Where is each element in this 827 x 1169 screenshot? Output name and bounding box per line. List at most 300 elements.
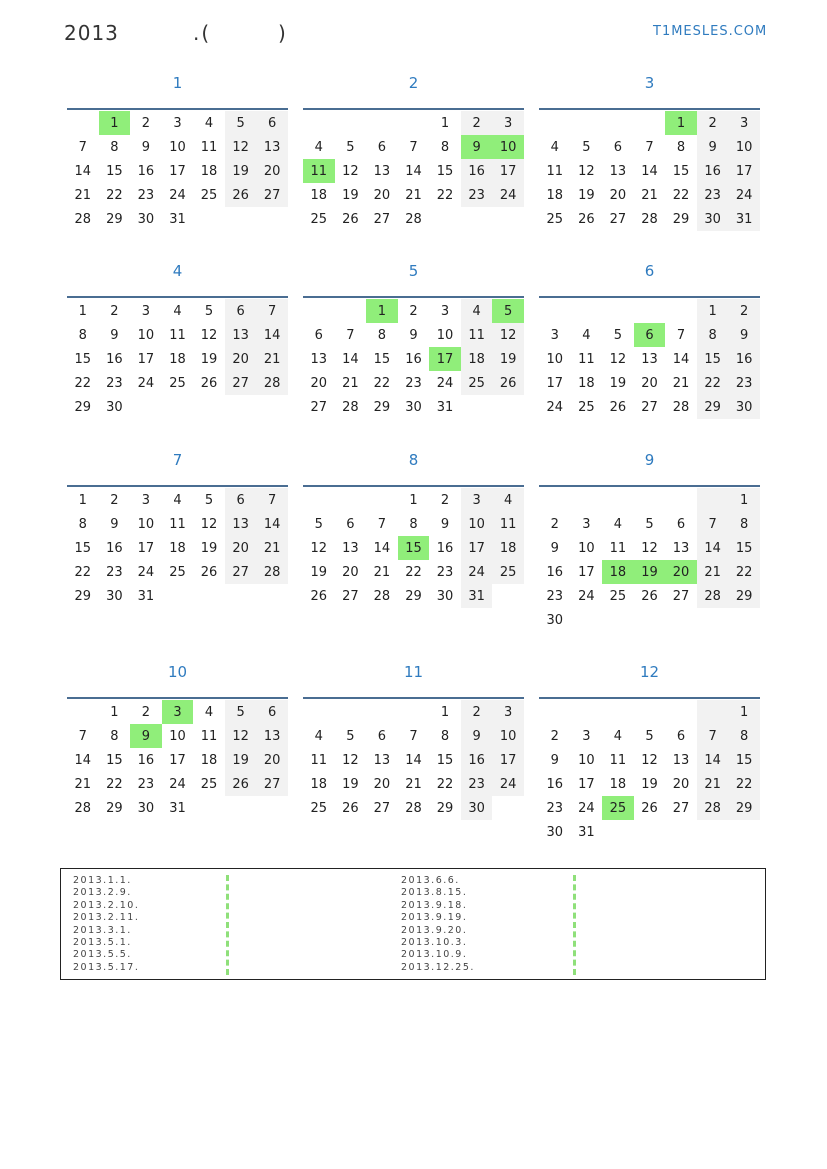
day-empty bbox=[303, 488, 335, 512]
day-cell: 17 bbox=[137, 351, 155, 367]
day-cell: 8 bbox=[78, 327, 87, 343]
legend-date: 2013.5.1. bbox=[73, 936, 132, 948]
day-cell: 12 bbox=[342, 752, 359, 768]
day-cell: 22 bbox=[405, 564, 422, 580]
day-cell: 24 bbox=[169, 776, 186, 792]
day-cell: 4 bbox=[492, 488, 524, 512]
month-grid bbox=[539, 111, 760, 231]
day-cell: 25 bbox=[310, 800, 328, 816]
day-cell: 7 bbox=[78, 139, 87, 155]
day-cell: 24 bbox=[169, 187, 186, 203]
day-cell: 30 bbox=[697, 207, 729, 231]
day-cell: 30 bbox=[106, 399, 123, 415]
day-cell: 15 bbox=[728, 536, 760, 560]
day-cell: 19 bbox=[200, 351, 218, 367]
month-grid bbox=[303, 488, 524, 608]
legend-date: 2013.3.1. bbox=[73, 924, 132, 936]
day-cell: 7 bbox=[645, 139, 654, 155]
day-cell: 29 bbox=[672, 211, 690, 227]
day-cell: 28 bbox=[405, 800, 422, 816]
day-cell: 21 bbox=[641, 187, 658, 203]
day-cell: 23 bbox=[461, 772, 493, 796]
day-cell: 1 bbox=[697, 299, 729, 323]
day-cell: 23 bbox=[436, 564, 454, 580]
day-cell: 10 bbox=[546, 351, 564, 367]
day-cell: 27 bbox=[342, 588, 359, 604]
day-cell: 2 bbox=[461, 111, 493, 135]
day-cell: 26 bbox=[609, 399, 627, 415]
day-cell: 13 bbox=[256, 135, 288, 159]
day-cell: 21 bbox=[697, 560, 729, 584]
day-cell: 8 bbox=[110, 139, 119, 155]
holiday-day: 15 bbox=[398, 536, 430, 560]
day-cell: 20 bbox=[342, 564, 359, 580]
day-cell: 3 bbox=[582, 728, 591, 744]
day-cell: 17 bbox=[728, 159, 760, 183]
day-cell: 11 bbox=[609, 752, 627, 768]
day-cell: 2 bbox=[440, 492, 450, 508]
day-cell: 27 bbox=[310, 399, 328, 415]
day-cell: 14 bbox=[373, 540, 391, 556]
day-cell: 9 bbox=[440, 516, 450, 532]
day-cell: 8 bbox=[78, 516, 87, 532]
day-cell: 3 bbox=[440, 303, 450, 319]
day-empty bbox=[335, 700, 367, 724]
day-cell: 30 bbox=[137, 211, 155, 227]
day-cell: 21 bbox=[672, 375, 690, 391]
day-empty bbox=[162, 584, 194, 608]
month-grid bbox=[539, 700, 760, 844]
day-cell: 15 bbox=[436, 752, 454, 768]
day-cell: 22 bbox=[697, 371, 729, 395]
day-cell: 3 bbox=[728, 111, 760, 135]
day-cell: 7 bbox=[676, 327, 686, 343]
day-cell: 17 bbox=[137, 540, 155, 556]
day-cell: 26 bbox=[492, 371, 524, 395]
day-cell: 9 bbox=[141, 139, 151, 155]
day-cell: 22 bbox=[436, 776, 454, 792]
day-cell: 26 bbox=[342, 211, 359, 227]
day-cell: 7 bbox=[346, 327, 355, 343]
month-title: 12 bbox=[639, 663, 660, 681]
month-grid bbox=[303, 111, 524, 231]
month-grid bbox=[67, 700, 288, 820]
day-cell: 14 bbox=[256, 512, 288, 536]
day-empty bbox=[429, 207, 461, 231]
day-empty bbox=[697, 608, 729, 632]
day-cell: 30 bbox=[728, 395, 760, 419]
site-link[interactable]: T1MESLES.COM bbox=[653, 24, 768, 39]
day-cell: 24 bbox=[461, 560, 493, 584]
legend-date: 2013.9.20. bbox=[401, 924, 468, 936]
day-cell: 17 bbox=[578, 776, 595, 792]
day-cell: 4 bbox=[613, 728, 623, 744]
day-cell: 10 bbox=[492, 724, 524, 748]
day-cell: 15 bbox=[672, 163, 690, 179]
day-cell: 10 bbox=[578, 540, 595, 556]
day-cell: 23 bbox=[137, 776, 155, 792]
day-empty bbox=[728, 608, 760, 632]
day-cell: 16 bbox=[728, 347, 760, 371]
day-cell: 19 bbox=[225, 159, 257, 183]
day-cell: 11 bbox=[169, 516, 186, 532]
day-cell: 13 bbox=[373, 752, 391, 768]
day-cell: 4 bbox=[461, 299, 493, 323]
day-cell: 23 bbox=[405, 375, 422, 391]
day-cell: 27 bbox=[373, 211, 391, 227]
day-cell: 1 bbox=[440, 115, 450, 131]
day-cell: 2 bbox=[110, 492, 119, 508]
month-grid bbox=[539, 488, 760, 632]
day-cell: 16 bbox=[546, 564, 564, 580]
day-cell: 22 bbox=[74, 375, 92, 391]
day-empty bbox=[571, 488, 603, 512]
day-cell: 18 bbox=[169, 351, 186, 367]
legend-date: 2013.2.10. bbox=[73, 899, 140, 911]
day-empty bbox=[225, 584, 257, 608]
day-empty bbox=[398, 111, 430, 135]
day-cell: 10 bbox=[578, 752, 595, 768]
day-cell: 8 bbox=[440, 139, 450, 155]
day-cell: 7 bbox=[697, 724, 729, 748]
holiday-day: 19 bbox=[634, 560, 666, 584]
day-cell: 3 bbox=[141, 492, 151, 508]
day-empty bbox=[728, 820, 760, 844]
legend-column-left bbox=[73, 875, 139, 974]
day-cell: 30 bbox=[546, 612, 564, 628]
day-cell: 17 bbox=[546, 375, 564, 391]
month-rule bbox=[303, 296, 524, 298]
day-cell: 16 bbox=[461, 748, 493, 772]
day-cell: 19 bbox=[641, 776, 658, 792]
day-cell: 22 bbox=[106, 776, 123, 792]
day-cell: 8 bbox=[409, 516, 418, 532]
day-cell: 2 bbox=[110, 303, 119, 319]
day-cell: 25 bbox=[492, 560, 524, 584]
day-cell: 31 bbox=[169, 800, 186, 816]
day-cell: 22 bbox=[373, 375, 391, 391]
day-cell: 6 bbox=[256, 111, 288, 135]
day-cell: 28 bbox=[256, 560, 288, 584]
day-cell: 19 bbox=[578, 187, 595, 203]
day-cell: 12 bbox=[225, 135, 257, 159]
day-cell: 23 bbox=[137, 187, 155, 203]
day-cell: 30 bbox=[106, 588, 123, 604]
day-cell: 4 bbox=[204, 704, 214, 720]
day-cell: 14 bbox=[256, 323, 288, 347]
day-cell: 26 bbox=[225, 772, 257, 796]
month-title: 6 bbox=[644, 262, 655, 280]
day-cell: 15 bbox=[728, 748, 760, 772]
day-cell: 24 bbox=[728, 183, 760, 207]
day-cell: 5 bbox=[204, 492, 214, 508]
day-cell: 7 bbox=[377, 516, 387, 532]
day-cell: 6 bbox=[225, 488, 257, 512]
day-empty bbox=[634, 700, 666, 724]
day-empty bbox=[67, 111, 99, 135]
day-cell: 23 bbox=[106, 564, 123, 580]
day-cell: 1 bbox=[78, 303, 87, 319]
month-rule bbox=[539, 697, 760, 699]
day-cell: 25 bbox=[578, 399, 595, 415]
day-cell: 13 bbox=[672, 540, 690, 556]
day-cell: 28 bbox=[405, 211, 422, 227]
day-cell: 1 bbox=[409, 492, 418, 508]
day-cell: 27 bbox=[672, 800, 690, 816]
day-cell: 6 bbox=[256, 700, 288, 724]
day-empty bbox=[571, 299, 603, 323]
day-cell: 21 bbox=[405, 187, 422, 203]
day-cell: 13 bbox=[672, 752, 690, 768]
page-header bbox=[0, 0, 827, 60]
month-title: 9 bbox=[644, 451, 655, 469]
day-cell: 17 bbox=[169, 163, 186, 179]
day-cell: 30 bbox=[436, 588, 454, 604]
day-cell: 12 bbox=[225, 724, 257, 748]
holiday-day: 1 bbox=[665, 111, 697, 135]
day-cell: 4 bbox=[314, 728, 323, 744]
day-empty bbox=[193, 796, 225, 820]
day-cell: 16 bbox=[697, 159, 729, 183]
legend-date: 2013.5.5. bbox=[73, 949, 132, 961]
day-cell: 12 bbox=[578, 163, 595, 179]
day-cell: 14 bbox=[405, 163, 422, 179]
day-empty bbox=[634, 820, 666, 844]
day-cell: 3 bbox=[173, 115, 182, 131]
day-cell: 25 bbox=[169, 564, 186, 580]
day-cell: 18 bbox=[578, 375, 595, 391]
day-cell: 13 bbox=[256, 724, 288, 748]
month-rule bbox=[303, 485, 524, 487]
day-cell: 4 bbox=[613, 516, 623, 532]
day-empty bbox=[665, 299, 697, 323]
day-cell: 26 bbox=[310, 588, 328, 604]
day-cell: 20 bbox=[256, 159, 288, 183]
day-cell: 11 bbox=[461, 323, 493, 347]
day-cell: 15 bbox=[697, 347, 729, 371]
day-empty bbox=[492, 207, 524, 231]
day-cell: 15 bbox=[106, 752, 123, 768]
day-cell: 8 bbox=[728, 512, 760, 536]
day-cell: 7 bbox=[256, 299, 288, 323]
day-empty bbox=[256, 207, 288, 231]
day-cell: 2 bbox=[697, 111, 729, 135]
day-empty bbox=[335, 111, 367, 135]
day-cell: 10 bbox=[169, 139, 186, 155]
day-cell: 3 bbox=[550, 327, 559, 343]
day-empty bbox=[130, 395, 162, 419]
day-empty bbox=[539, 299, 571, 323]
day-empty bbox=[602, 488, 634, 512]
month-rule bbox=[67, 108, 288, 110]
month-grid bbox=[303, 299, 524, 419]
month-rule bbox=[539, 108, 760, 110]
day-cell: 28 bbox=[256, 371, 288, 395]
day-cell: 29 bbox=[405, 588, 422, 604]
day-cell: 22 bbox=[728, 772, 760, 796]
day-cell: 18 bbox=[200, 752, 218, 768]
month-title: 11 bbox=[403, 663, 424, 681]
day-cell: 21 bbox=[342, 375, 359, 391]
day-cell: 2 bbox=[141, 115, 151, 131]
day-cell: 16 bbox=[436, 540, 454, 556]
day-cell: 4 bbox=[314, 139, 323, 155]
holiday-day: 17 bbox=[429, 347, 461, 371]
day-cell: 2 bbox=[728, 299, 760, 323]
day-cell: 19 bbox=[225, 748, 257, 772]
day-empty bbox=[665, 608, 697, 632]
day-cell: 16 bbox=[106, 540, 123, 556]
day-cell: 29 bbox=[728, 796, 760, 820]
page-title-paren: .( ) bbox=[193, 21, 288, 45]
holiday-legend bbox=[60, 868, 766, 980]
day-cell: 5 bbox=[613, 327, 623, 343]
day-empty bbox=[67, 700, 99, 724]
day-empty bbox=[634, 608, 666, 632]
day-cell: 27 bbox=[225, 560, 257, 584]
day-cell: 10 bbox=[137, 327, 155, 343]
holiday-day: 18 bbox=[602, 560, 634, 584]
day-cell: 15 bbox=[106, 163, 123, 179]
day-cell: 22 bbox=[106, 187, 123, 203]
month-grid bbox=[67, 299, 288, 419]
day-cell: 16 bbox=[106, 351, 123, 367]
day-empty bbox=[539, 488, 571, 512]
legend-date: 2013.9.18. bbox=[401, 899, 468, 911]
day-cell: 18 bbox=[546, 187, 564, 203]
day-cell: 5 bbox=[346, 139, 355, 155]
day-empty bbox=[697, 700, 729, 724]
day-cell: 4 bbox=[550, 139, 559, 155]
day-cell: 22 bbox=[436, 187, 454, 203]
day-cell: 17 bbox=[169, 752, 186, 768]
day-cell: 29 bbox=[728, 584, 760, 608]
holiday-day: 5 bbox=[492, 299, 524, 323]
day-cell: 31 bbox=[461, 584, 493, 608]
day-cell: 29 bbox=[74, 399, 92, 415]
day-cell: 2 bbox=[409, 303, 418, 319]
day-cell: 19 bbox=[492, 347, 524, 371]
day-empty bbox=[665, 820, 697, 844]
day-cell: 10 bbox=[728, 135, 760, 159]
day-cell: 28 bbox=[697, 796, 729, 820]
day-cell: 15 bbox=[436, 163, 454, 179]
day-cell: 10 bbox=[436, 327, 454, 343]
legend-date: 2013.12.25. bbox=[401, 961, 475, 973]
day-cell: 26 bbox=[200, 375, 218, 391]
day-empty bbox=[366, 111, 398, 135]
day-cell: 3 bbox=[461, 488, 493, 512]
day-cell: 9 bbox=[697, 135, 729, 159]
day-empty bbox=[193, 395, 225, 419]
legend-divider bbox=[226, 875, 229, 975]
day-cell: 27 bbox=[672, 588, 690, 604]
day-cell: 21 bbox=[256, 347, 288, 371]
day-cell: 25 bbox=[310, 211, 328, 227]
day-cell: 29 bbox=[106, 211, 123, 227]
day-cell: 18 bbox=[609, 776, 627, 792]
day-cell: 5 bbox=[645, 516, 654, 532]
day-cell: 26 bbox=[200, 564, 218, 580]
day-cell: 13 bbox=[225, 512, 257, 536]
holiday-day: 10 bbox=[492, 135, 524, 159]
day-cell: 18 bbox=[492, 536, 524, 560]
holiday-day: 9 bbox=[130, 724, 162, 748]
day-cell: 25 bbox=[609, 588, 627, 604]
month-rule bbox=[67, 296, 288, 298]
holiday-day: 25 bbox=[602, 796, 634, 820]
day-cell: 30 bbox=[137, 800, 155, 816]
day-cell: 31 bbox=[728, 207, 760, 231]
day-cell: 8 bbox=[697, 323, 729, 347]
page-title-year: 2013 bbox=[64, 21, 119, 45]
day-cell: 16 bbox=[546, 776, 564, 792]
day-cell: 5 bbox=[314, 516, 323, 532]
month-title: 8 bbox=[408, 451, 419, 469]
day-cell: 11 bbox=[546, 163, 564, 179]
day-cell: 23 bbox=[461, 183, 493, 207]
month-title: 3 bbox=[644, 74, 655, 92]
day-cell: 18 bbox=[310, 187, 328, 203]
month-title: 7 bbox=[172, 451, 183, 469]
day-cell: 14 bbox=[672, 351, 690, 367]
day-cell: 26 bbox=[578, 211, 595, 227]
day-cell: 23 bbox=[728, 371, 760, 395]
day-cell: 24 bbox=[546, 399, 564, 415]
day-cell: 11 bbox=[578, 351, 595, 367]
day-cell: 1 bbox=[110, 704, 119, 720]
legend-date: 2013.6.6. bbox=[401, 875, 460, 886]
day-cell: 1 bbox=[728, 700, 760, 724]
day-empty bbox=[335, 299, 367, 323]
day-cell: 28 bbox=[342, 399, 359, 415]
day-empty bbox=[602, 700, 634, 724]
day-cell: 6 bbox=[346, 516, 355, 532]
day-cell: 19 bbox=[342, 187, 359, 203]
day-cell: 22 bbox=[74, 564, 92, 580]
day-cell: 19 bbox=[310, 564, 328, 580]
day-cell: 9 bbox=[728, 323, 760, 347]
day-cell: 29 bbox=[436, 800, 454, 816]
legend-date: 2013.8.15. bbox=[401, 887, 468, 899]
day-empty bbox=[634, 488, 666, 512]
day-cell: 16 bbox=[405, 351, 422, 367]
day-cell: 20 bbox=[256, 748, 288, 772]
day-cell: 4 bbox=[204, 115, 214, 131]
day-cell: 9 bbox=[550, 540, 559, 556]
day-empty bbox=[697, 488, 729, 512]
day-cell: 18 bbox=[200, 163, 218, 179]
day-cell: 9 bbox=[550, 752, 559, 768]
day-cell: 24 bbox=[436, 375, 454, 391]
holiday-day: 11 bbox=[303, 159, 335, 183]
day-cell: 13 bbox=[373, 163, 391, 179]
day-cell: 25 bbox=[169, 375, 186, 391]
day-cell: 5 bbox=[204, 303, 214, 319]
day-cell: 29 bbox=[106, 800, 123, 816]
month-grid bbox=[67, 111, 288, 231]
day-empty bbox=[225, 395, 257, 419]
day-cell: 7 bbox=[409, 139, 418, 155]
day-cell: 28 bbox=[74, 211, 92, 227]
day-cell: 20 bbox=[373, 776, 391, 792]
legend-date: 2013.10.9. bbox=[401, 949, 468, 961]
legend-divider bbox=[573, 875, 576, 975]
day-cell: 19 bbox=[200, 540, 218, 556]
day-cell: 26 bbox=[641, 588, 658, 604]
day-cell: 14 bbox=[74, 163, 92, 179]
day-cell: 28 bbox=[697, 584, 729, 608]
